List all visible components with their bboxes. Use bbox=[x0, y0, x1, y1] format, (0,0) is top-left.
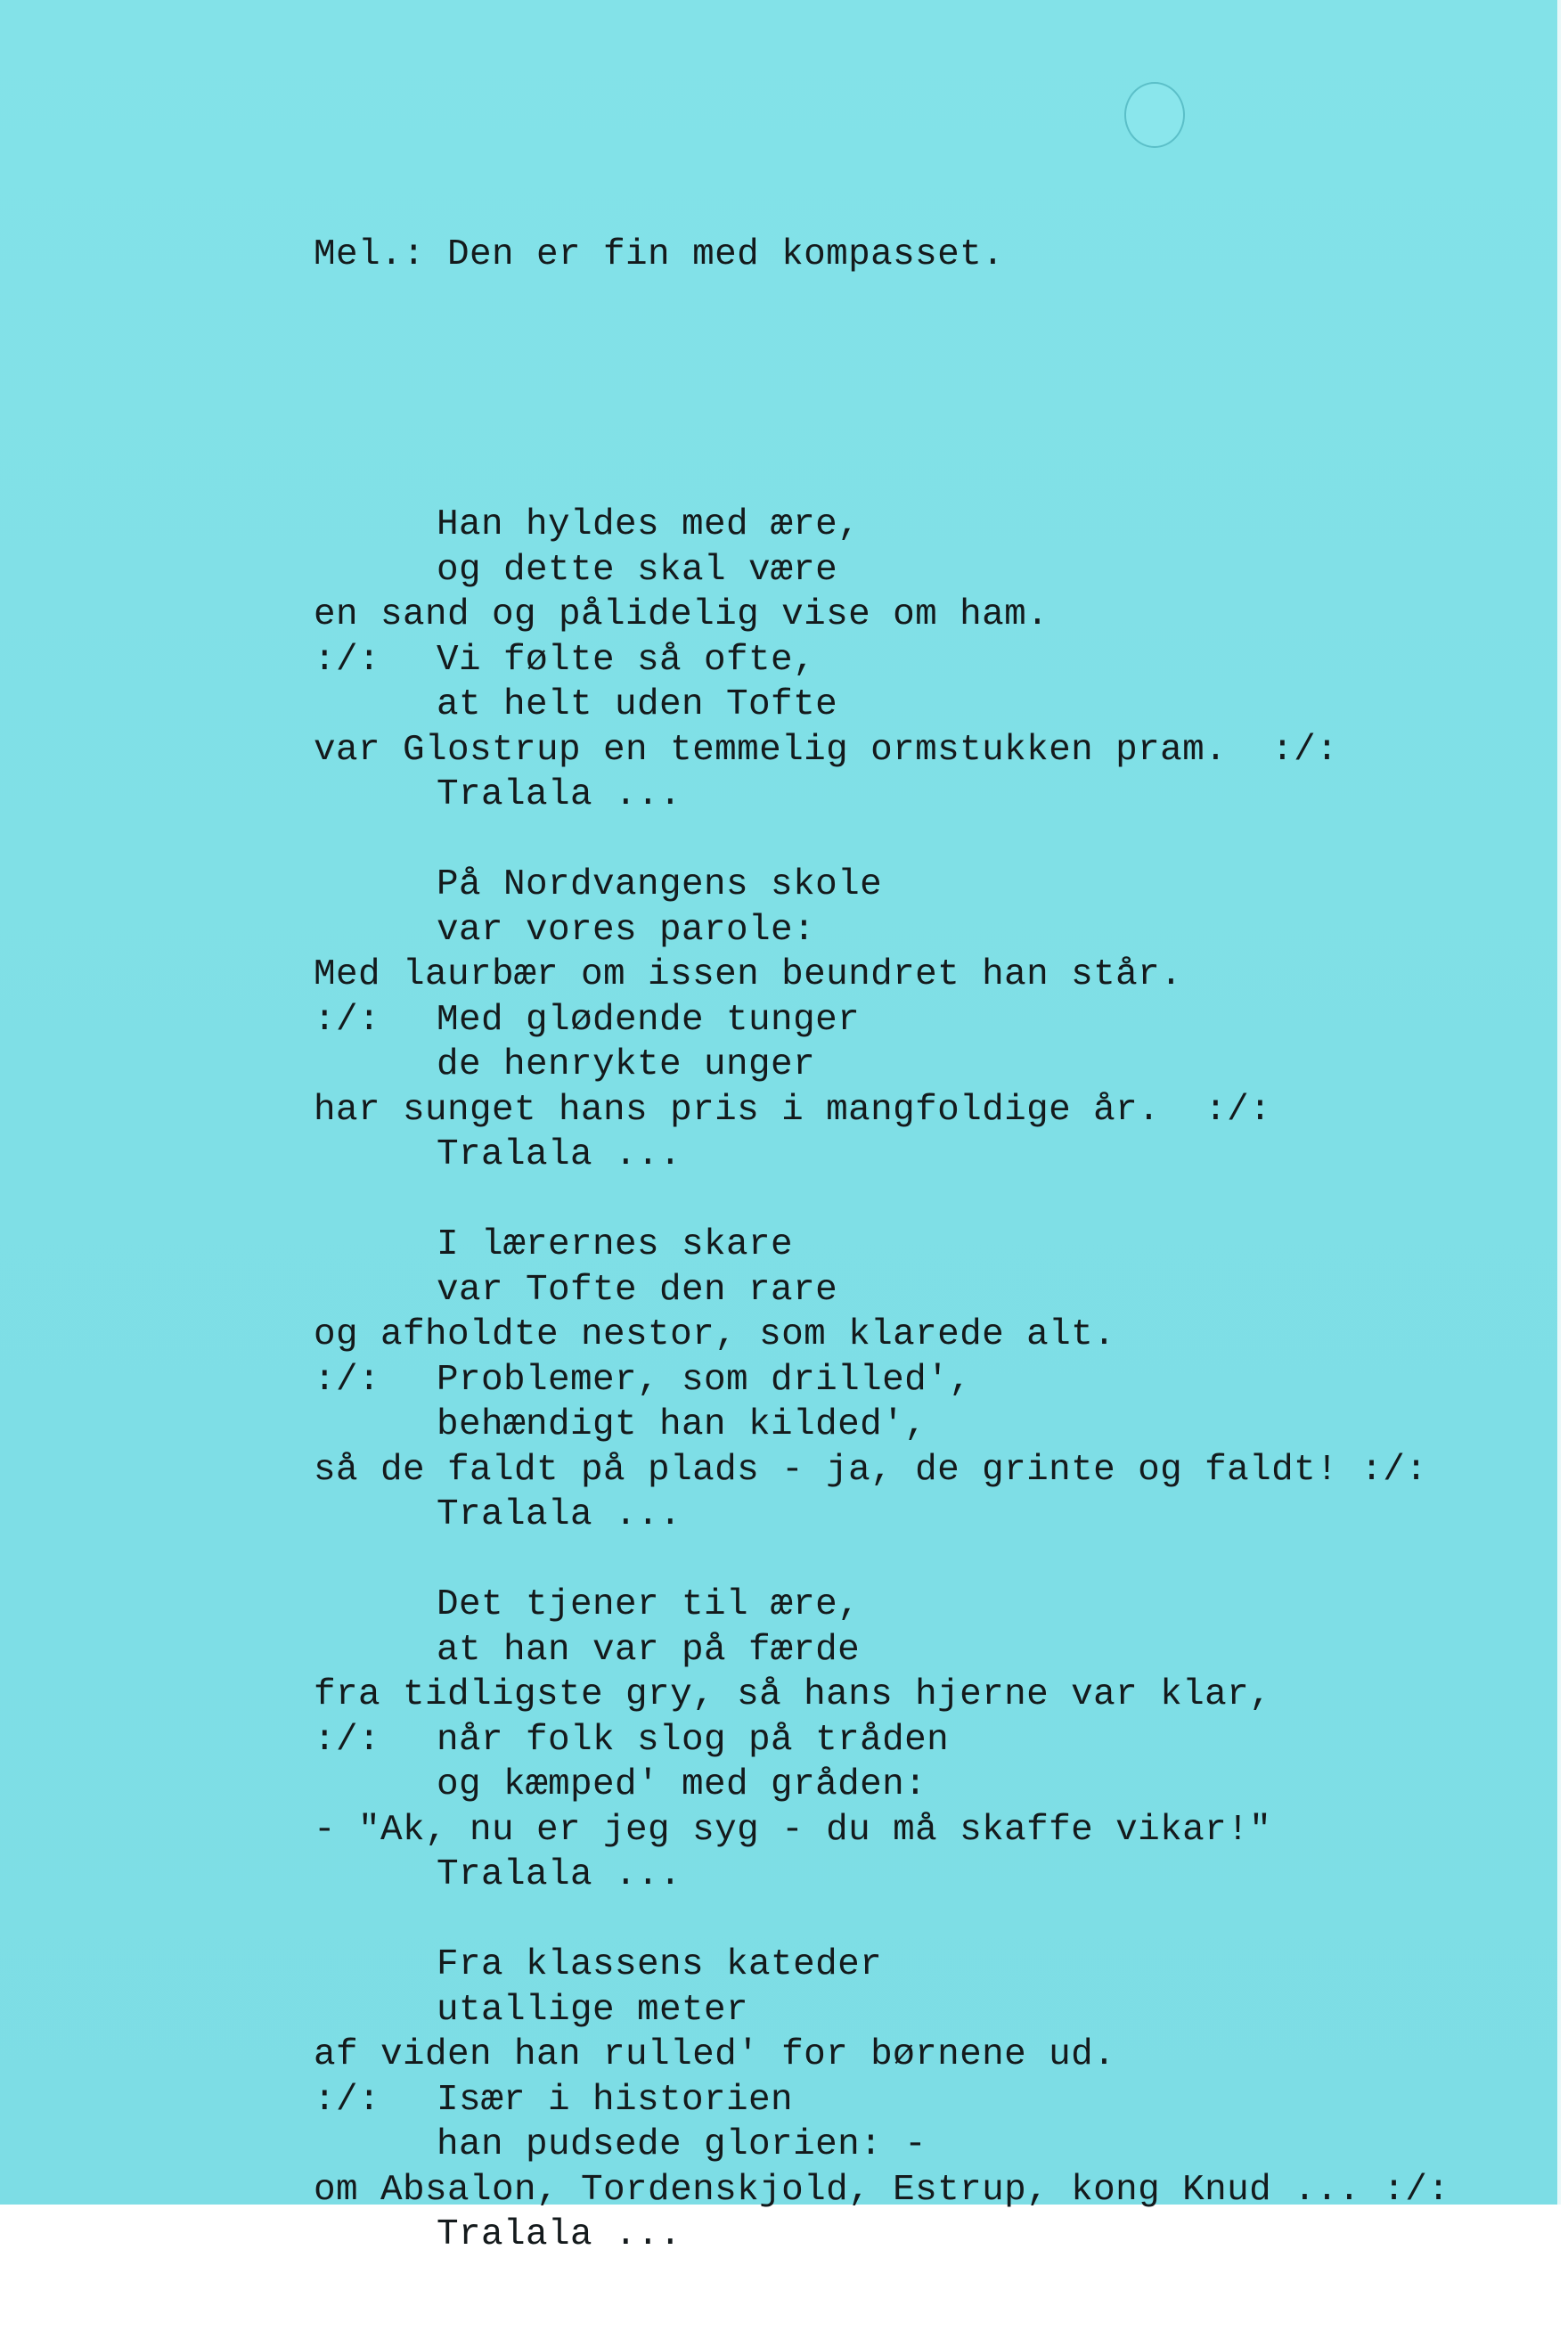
verse-line-text: Tralala ... bbox=[437, 1494, 682, 1535]
verse-line-text: På Nordvangens skole bbox=[437, 864, 883, 905]
verse-line-text: de henrykte unger bbox=[437, 1044, 816, 1085]
verse-line bbox=[314, 953, 1450, 998]
verse-line bbox=[314, 2033, 1450, 2078]
verse-line-text: fra tidligste gry, så hans hjerne var klar, bbox=[314, 1674, 1272, 1715]
verses bbox=[314, 503, 1450, 2258]
verse-line bbox=[314, 728, 1450, 773]
verse-line-text: at helt uden Tofte bbox=[437, 684, 838, 725]
verse-line bbox=[314, 1043, 1450, 1088]
verse-line-text: og dette skal være bbox=[437, 549, 838, 591]
song-text bbox=[314, 143, 1450, 2348]
verse-line-text: han pudsede glorien: - bbox=[437, 2124, 927, 2165]
verse-line-text: Tralala ... bbox=[437, 2214, 682, 2255]
verse-line-text: Tralala ... bbox=[437, 1134, 682, 1175]
verse-line bbox=[314, 1628, 1450, 1673]
verse-line bbox=[314, 548, 1450, 593]
verse-line bbox=[314, 1988, 1450, 2033]
repeat-mark: :/: bbox=[314, 2079, 381, 2121]
verse-line-text: når folk slog på tråden bbox=[437, 1719, 950, 1761]
verse-line-text: så de faldt på plads - ja, de grinte og faldt! :/: bbox=[314, 1449, 1428, 1491]
verse-line bbox=[314, 1268, 1450, 1313]
verse-3 bbox=[314, 1223, 1450, 1538]
verse-line-text: - "Ak, nu er jeg syg - du må skaffe vikar!" bbox=[314, 1809, 1272, 1851]
repeat-mark: :/: bbox=[314, 639, 381, 681]
verse-line-text: Med glødende tunger bbox=[437, 999, 861, 1041]
verse-line bbox=[314, 863, 1450, 908]
repeat-mark: :/: bbox=[314, 999, 381, 1041]
verse-line bbox=[314, 503, 1450, 548]
verse-line bbox=[314, 1583, 1450, 1628]
verse-line bbox=[314, 1403, 1450, 1448]
verse-4 bbox=[314, 1583, 1450, 1898]
verse-line-text: Problemer, som drilled', bbox=[437, 1359, 972, 1401]
verse-line bbox=[314, 998, 1450, 1043]
repeat-mark: :/: bbox=[314, 1719, 381, 1761]
verse-line-text: Det tjener til ære, bbox=[437, 1584, 861, 1625]
verse-line bbox=[314, 1943, 1450, 1988]
verse-line-text: Han hyldes med ære, bbox=[437, 504, 861, 545]
verse-line-text: I lærernes skare bbox=[437, 1224, 794, 1265]
verse-line bbox=[314, 2168, 1450, 2213]
verse-line-text: at han var på færde bbox=[437, 1629, 861, 1671]
verse-line bbox=[314, 1313, 1450, 1358]
verse-line-text: utallige meter bbox=[437, 1989, 749, 2031]
verse-line bbox=[314, 773, 1450, 818]
verse-line-text: har sunget hans pris i mangfoldige år. :/: bbox=[314, 1089, 1272, 1131]
verse-line-text: og afholdte nestor, som klarede alt. bbox=[314, 1314, 1116, 1355]
verse-line-text: Tralala ... bbox=[437, 774, 682, 815]
verse-line bbox=[314, 1358, 1450, 1403]
verse-line-text: Med laurbær om issen beundret han står. bbox=[314, 954, 1183, 995]
verse-line bbox=[314, 1223, 1450, 1268]
verse-line bbox=[314, 1493, 1450, 1538]
verse-line bbox=[314, 1808, 1450, 1853]
verse-5 bbox=[314, 1943, 1450, 2258]
verse-line bbox=[314, 593, 1450, 638]
verse-line-text: Tralala ... bbox=[437, 1854, 682, 1895]
verse-line-text: var Tofte den rare bbox=[437, 1269, 838, 1311]
verse-line bbox=[314, 1853, 1450, 1898]
blank-line bbox=[314, 818, 1450, 863]
verse-line bbox=[314, 1718, 1450, 1763]
verse-line-text: Fra klassens kateder bbox=[437, 1944, 883, 1985]
verse-line-text: en sand og pålidelig vise om ham. bbox=[314, 594, 1049, 635]
verse-line bbox=[314, 1448, 1450, 1493]
verse-line bbox=[314, 2213, 1450, 2258]
verse-2 bbox=[314, 863, 1450, 1178]
blank-line bbox=[314, 1538, 1450, 1583]
verse-line-text: var Glostrup en temmelig ormstukken pram. :/: bbox=[314, 729, 1339, 771]
repeat-mark: :/: bbox=[314, 1359, 381, 1401]
verse-line bbox=[314, 2078, 1450, 2123]
verse-line-text: og kæmped' med gråden: bbox=[437, 1764, 927, 1805]
verse-line-text: om Absalon, Tordenskjold, Estrup, kong Knud ... :/: bbox=[314, 2169, 1450, 2211]
punch-hole bbox=[1124, 82, 1185, 148]
verse-line-text: var vores parole: bbox=[437, 909, 816, 951]
verse-line-text: Vi følte så ofte, bbox=[437, 639, 816, 681]
verse-line-text: behændigt han kilded', bbox=[437, 1404, 927, 1445]
verse-line bbox=[314, 2123, 1450, 2168]
verse-1 bbox=[314, 503, 1450, 818]
melody-line: Mel.: Den er fin med kompasset. bbox=[314, 234, 1005, 275]
blank-line bbox=[314, 368, 1450, 413]
verse-line bbox=[314, 683, 1450, 728]
verse-line bbox=[314, 1088, 1450, 1133]
verse-line-text: Især i historien bbox=[437, 2079, 794, 2121]
verse-line bbox=[314, 638, 1450, 683]
blank-line bbox=[314, 1178, 1450, 1223]
blank-line bbox=[314, 1898, 1450, 1943]
verse-line bbox=[314, 1133, 1450, 1178]
verse-line bbox=[314, 1763, 1450, 1808]
verse-line bbox=[314, 1673, 1450, 1718]
verse-line-text: af viden han rulled' for børnene ud. bbox=[314, 2034, 1116, 2075]
verse-line bbox=[314, 908, 1450, 953]
